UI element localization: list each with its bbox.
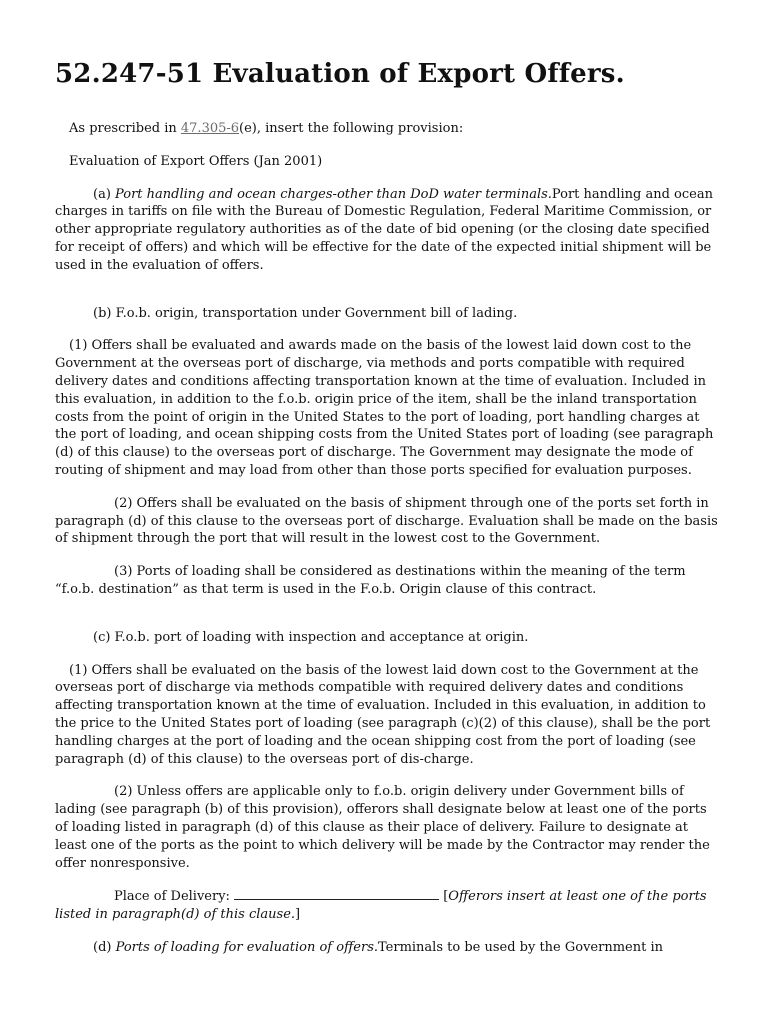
place-of-delivery-label: Place of Delivery: [114, 889, 235, 905]
paragraph-b-1: (1) Offers shall be evaluated and awards made on the basis of the lowest laid down cost to the Government at the overseas port of discharge, via methods and ports compatible with required delivery dates and conditions affecting transportation known at the time of evaluation. Included in this evaluation, in addition to the f.o.b. origin price of the item, shall be the inland transportation costs from the point of origin in the United States to the port of loading, port handling charges at the port of loading, and ocean shipping costs from the United States port of loading (see paragraph (d) of this clause) to the overseas port of discharge. The Government may designate the mode of routing of shipment and may load from other than those ports specified for evaluation purposes. [55, 338, 714, 478]
place-of-delivery-blank[interactable] [234, 887, 439, 900]
bracket-open: [ [439, 889, 449, 905]
provision-title: Evaluation of Export Offers (Jan 2001) [69, 153, 323, 169]
paragraph-a-heading: Port handling and ocean charges-other than DoD water terminals. [115, 186, 552, 202]
paragraph-d-lead: (d) [93, 939, 116, 955]
reference-link-47-305-6[interactable]: 47.305-6 [180, 121, 240, 136]
paragraph-d [55, 939, 718, 957]
prescription-suffix: (e), insert the following provision: [239, 121, 464, 136]
bracket-close: ] [295, 907, 301, 923]
paragraph-b-2: (2) Offers shall be evaluated on the basis of shipment through one of the ports set forth in paragraph (d) of this clause to the overseas port of discharge. Evaluation shall be made on the basis of shipment through the port that will result in the lowest cost to the Government. [55, 495, 718, 547]
prescription-line [55, 120, 718, 138]
paragraph-b-3: (3) Ports of loading shall be considered as destinations within the meaning of the term “f.o.b. destination” as that term is used in the F.o.b. Origin clause of this contract. [55, 564, 686, 597]
paragraph-b-heading: (b) F.o.b. origin, transportation under Government bill of lading. [93, 305, 518, 321]
paragraph-d-text: Terminals to be used by the Government in [378, 939, 663, 955]
place-of-delivery-note: Offerors insert at least one of the ports listed in paragraph(d) of this clause. [55, 889, 707, 923]
paragraph-a-text: Port handling and ocean charges in tariffs on file with the Bureau of Domestic Regulation, Federal Maritime Commission, or other appropriate regulatory authorities as of the date of bid opening (or the closing date specified for receipt of offers) and which will be effective for the date of the expected initial shipment will be used in the evaluation of offers. [55, 186, 713, 273]
paragraph-a [55, 186, 718, 275]
paragraph-c-2: (2) Unless offers are applicable only to f.o.b. origin delivery under Government bills of lading (see paragraph (b) of this provision), offerors shall designate below at least one of the ports of loading listed in paragraph (d) of this clause as their place of delivery. Failure to designate at least one of the ports as the point to which delivery will be made by the Contractor may render the offer nonresponsive. [55, 784, 710, 871]
page-title: 52.247-51 Evaluation of Export Offers. [55, 59, 625, 89]
paragraph-c-heading: (c) F.o.b. port of loading with inspection and acceptance at origin. [93, 629, 529, 645]
place-of-delivery [55, 887, 718, 924]
paragraph-c-1: (1) Offers shall be evaluated on the basis of the lowest laid down cost to the Government at the overseas port of discharge via methods compatible with required delivery dates and conditions affecting transportation known at the time of evaluation. Included in this evaluation, in addition to the price to the United States port of loading (see paragraph (c)(2) of this clause), shall be the port handling charges at the port of loading and the ocean shipping cost from the port of loading (see paragraph (d) of this clause) to the overseas port of dis-charge. [55, 662, 711, 767]
prescription-prefix: As prescribed in [69, 121, 181, 136]
paragraph-d-heading: Ports of loading for evaluation of offers. [115, 939, 378, 955]
paragraph-a-lead: (a) [93, 186, 116, 202]
